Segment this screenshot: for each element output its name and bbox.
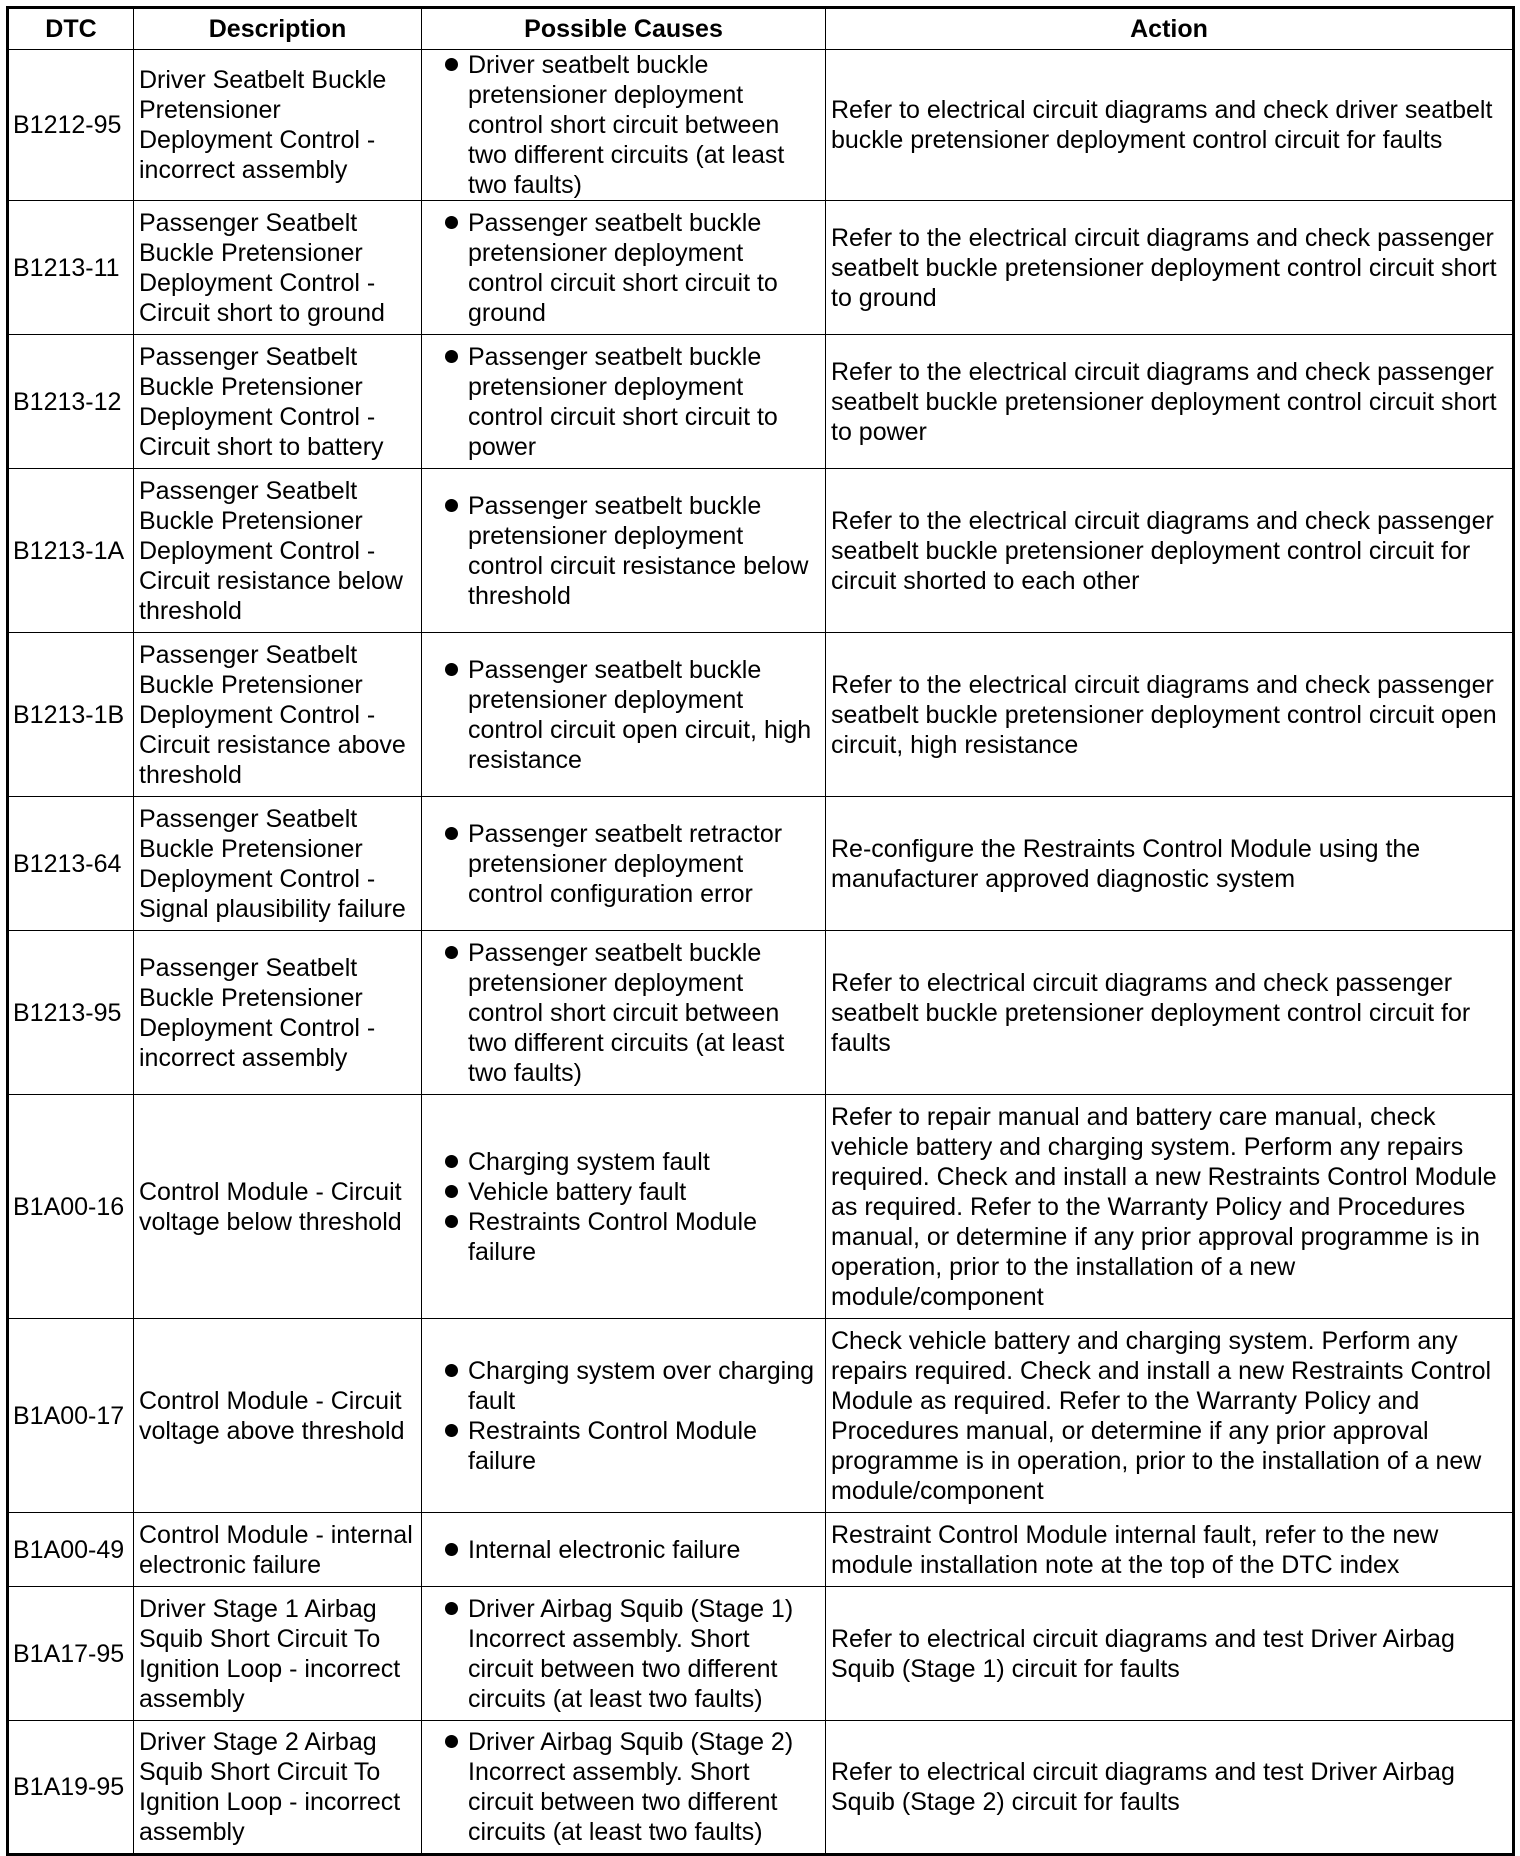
header-possible-causes: Possible Causes xyxy=(422,8,826,50)
dtc-code: B1212-95 xyxy=(8,50,134,201)
dtc-description: Passenger Seatbelt Buckle Pretensioner Deployment Control - Signal plausibility failure xyxy=(134,797,422,931)
dtc-code: B1213-11 xyxy=(8,201,134,335)
header-action: Action xyxy=(826,8,1514,50)
possible-causes-cell xyxy=(422,931,826,1095)
table-row xyxy=(8,1587,1514,1721)
table-row xyxy=(8,201,1514,335)
possible-causes-cell xyxy=(422,50,826,201)
possible-causes-list xyxy=(427,1727,820,1847)
dtc-description: Passenger Seatbelt Buckle Pretensioner Deployment Control - Circuit resistance above threshold xyxy=(134,633,422,797)
dtc-action: Refer to electrical circuit diagrams and test Driver Airbag Squib (Stage 2) circuit for faults xyxy=(826,1721,1514,1855)
table-row xyxy=(8,797,1514,931)
possible-cause-item: Driver seatbelt buckle pretensioner deployment control short circuit between two different circuits (at least two faults) xyxy=(427,50,820,200)
table-row xyxy=(8,1095,1514,1319)
dtc-description: Driver Seatbelt Buckle Pretensioner Deployment Control - incorrect assembly xyxy=(134,50,422,201)
possible-cause-item: Charging system fault xyxy=(427,1147,820,1177)
possible-causes-cell xyxy=(422,335,826,469)
possible-causes-list xyxy=(427,1356,820,1476)
possible-causes-list xyxy=(427,1535,820,1565)
dtc-code: B1213-1A xyxy=(8,469,134,633)
possible-cause-item: Driver Airbag Squib (Stage 1) Incorrect assembly. Short circuit between two different circuits (at least two faults) xyxy=(427,1594,820,1714)
table-row xyxy=(8,335,1514,469)
dtc-action: Refer to the electrical circuit diagrams and check passenger seatbelt buckle pretensioner deployment control circuit open circuit, high resistance xyxy=(826,633,1514,797)
header-dtc: DTC xyxy=(8,8,134,50)
dtc-action: Refer to the electrical circuit diagrams and check passenger seatbelt buckle pretensioner deployment control circuit short to power xyxy=(826,335,1514,469)
possible-cause-item: Passenger seatbelt retractor pretensioner deployment control configuration error xyxy=(427,819,820,909)
dtc-description: Control Module - Circuit voltage below threshold xyxy=(134,1095,422,1319)
dtc-action: Refer to repair manual and battery care manual, check vehicle battery and charging system. Perform any repairs required. Check and install a new Restraints Control Module as required. Refer to the Warranty Policy and Procedures manual, or determine if any prior approval programme is in operation, prior to the installation of a new module/component xyxy=(826,1095,1514,1319)
possible-causes-cell xyxy=(422,1319,826,1513)
table-row xyxy=(8,633,1514,797)
dtc-action: Refer to electrical circuit diagrams and test Driver Airbag Squib (Stage 1) circuit for faults xyxy=(826,1587,1514,1721)
dtc-action: Refer to electrical circuit diagrams and check passenger seatbelt buckle pretensioner deployment control circuit for faults xyxy=(826,931,1514,1095)
possible-causes-cell xyxy=(422,201,826,335)
possible-causes-list xyxy=(427,938,820,1088)
dtc-action: Refer to electrical circuit diagrams and check driver seatbelt buckle pretensioner deployment control circuit for faults xyxy=(826,50,1514,201)
possible-causes-list xyxy=(427,1594,820,1714)
possible-causes-cell xyxy=(422,1721,826,1855)
possible-causes-cell xyxy=(422,633,826,797)
table-row xyxy=(8,1319,1514,1513)
dtc-description: Passenger Seatbelt Buckle Pretensioner Deployment Control - Circuit short to ground xyxy=(134,201,422,335)
possible-causes-list xyxy=(427,342,820,462)
dtc-description: Driver Stage 1 Airbag Squib Short Circuit To Ignition Loop - incorrect assembly xyxy=(134,1587,422,1721)
dtc-code: B1213-95 xyxy=(8,931,134,1095)
table-row xyxy=(8,50,1514,201)
dtc-action: Re-configure the Restraints Control Module using the manufacturer approved diagnostic system xyxy=(826,797,1514,931)
possible-cause-item: Passenger seatbelt buckle pretensioner deployment control circuit resistance below threshold xyxy=(427,491,820,611)
dtc-code: B1213-1B xyxy=(8,633,134,797)
dtc-table xyxy=(6,6,1515,1856)
dtc-action: Refer to the electrical circuit diagrams and check passenger seatbelt buckle pretensioner deployment control circuit short to ground xyxy=(826,201,1514,335)
possible-cause-item: Internal electronic failure xyxy=(427,1535,820,1565)
dtc-description: Driver Stage 2 Airbag Squib Short Circuit To Ignition Loop - incorrect assembly xyxy=(134,1721,422,1855)
dtc-description: Passenger Seatbelt Buckle Pretensioner Deployment Control - Circuit resistance below threshold xyxy=(134,469,422,633)
possible-causes-cell xyxy=(422,797,826,931)
dtc-description: Control Module - internal electronic failure xyxy=(134,1513,422,1587)
possible-cause-item: Restraints Control Module failure xyxy=(427,1416,820,1476)
dtc-action: Restraint Control Module internal fault, refer to the new module installation note at the top of the DTC index xyxy=(826,1513,1514,1587)
possible-causes-list xyxy=(427,819,820,909)
possible-causes-cell xyxy=(422,1587,826,1721)
table-body xyxy=(8,50,1514,1855)
dtc-description: Passenger Seatbelt Buckle Pretensioner Deployment Control - incorrect assembly xyxy=(134,931,422,1095)
possible-cause-item: Passenger seatbelt buckle pretensioner deployment control circuit short circuit to ground xyxy=(427,208,820,328)
dtc-code: B1A17-95 xyxy=(8,1587,134,1721)
possible-cause-item: Driver Airbag Squib (Stage 2) Incorrect assembly. Short circuit between two different circuits (at least two faults) xyxy=(427,1727,820,1847)
dtc-code: B1A00-16 xyxy=(8,1095,134,1319)
possible-causes-list xyxy=(427,491,820,611)
dtc-code: B1A19-95 xyxy=(8,1721,134,1855)
possible-causes-list xyxy=(427,1147,820,1267)
header-row xyxy=(8,8,1514,50)
header-description: Description xyxy=(134,8,422,50)
dtc-code: B1213-64 xyxy=(8,797,134,931)
dtc-code: B1213-12 xyxy=(8,335,134,469)
possible-cause-item: Passenger seatbelt buckle pretensioner deployment control circuit open circuit, high resistance xyxy=(427,655,820,775)
table-row xyxy=(8,1721,1514,1855)
possible-cause-item: Passenger seatbelt buckle pretensioner deployment control circuit short circuit to power xyxy=(427,342,820,462)
table-row xyxy=(8,931,1514,1095)
possible-cause-item: Charging system over charging fault xyxy=(427,1356,820,1416)
possible-causes-cell xyxy=(422,1095,826,1319)
dtc-action: Refer to the electrical circuit diagrams and check passenger seatbelt buckle pretensioner deployment control circuit for circuit shorted to each other xyxy=(826,469,1514,633)
dtc-action: Check vehicle battery and charging system. Perform any repairs required. Check and install a new Restraints Control Module as required. Refer to the Warranty Policy and Procedures manual, or determine if any prior approval programme is in operation, prior to the installation of a new module/component xyxy=(826,1319,1514,1513)
possible-causes-list xyxy=(427,208,820,328)
possible-cause-item: Passenger seatbelt buckle pretensioner deployment control short circuit between two different circuits (at least two faults) xyxy=(427,938,820,1088)
dtc-code: B1A00-49 xyxy=(8,1513,134,1587)
possible-cause-item: Vehicle battery fault xyxy=(427,1177,820,1207)
possible-causes-cell xyxy=(422,1513,826,1587)
table-row xyxy=(8,1513,1514,1587)
dtc-description: Passenger Seatbelt Buckle Pretensioner Deployment Control - Circuit short to battery xyxy=(134,335,422,469)
possible-causes-cell xyxy=(422,469,826,633)
possible-cause-item: Restraints Control Module failure xyxy=(427,1207,820,1267)
table-row xyxy=(8,469,1514,633)
dtc-code: B1A00-17 xyxy=(8,1319,134,1513)
possible-causes-list xyxy=(427,50,820,200)
possible-causes-list xyxy=(427,655,820,775)
dtc-description: Control Module - Circuit voltage above threshold xyxy=(134,1319,422,1513)
